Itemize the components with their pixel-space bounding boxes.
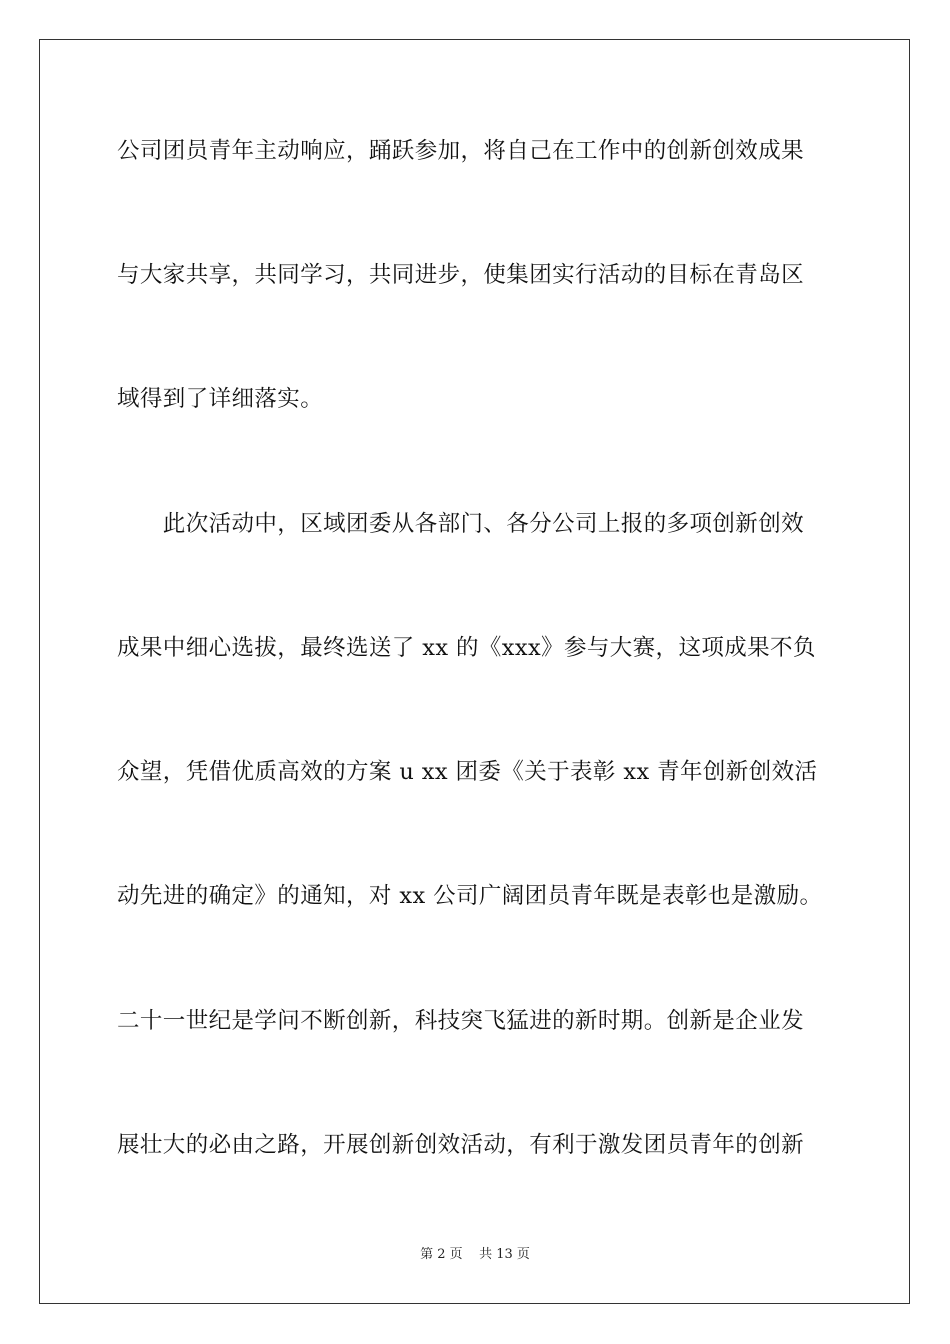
text-line: 众望，凭借优质高效的方案 u xx 团委《关于表彰 xx 青年创新创效活: [117, 759, 818, 785]
page-border: [39, 39, 910, 1304]
text-line: 域得到了详细落实。: [117, 386, 324, 412]
text-line: 此次活动中，区域团委从各部门、各分公司上报的多项创新创效: [117, 511, 805, 537]
text-line: 成果中细心选拔，最终选送了 xx 的《xxx》参与大赛，这项成果不负: [117, 635, 816, 661]
text-line: 展壮大的必由之路，开展创新创效活动，有利于激发团员青年的创新: [117, 1132, 805, 1158]
text-line: 二十一世纪是学问不断创新，科技突飞猛进的新时期。创新是企业发: [117, 1008, 805, 1034]
text-line: 公司团员青年主动响应，踊跃参加，将自己在工作中的创新创效成果: [117, 138, 805, 164]
page-number-footer: 第 2 页 共 13 页: [420, 1247, 530, 1262]
text-line: 动先进的确定》的通知，对 xx 公司广阔团员青年既是表彰也是激励。: [117, 883, 823, 909]
text-line: 与大家共享，共同学习，共同进步，使集团实行活动的目标在青岛区: [117, 262, 805, 288]
